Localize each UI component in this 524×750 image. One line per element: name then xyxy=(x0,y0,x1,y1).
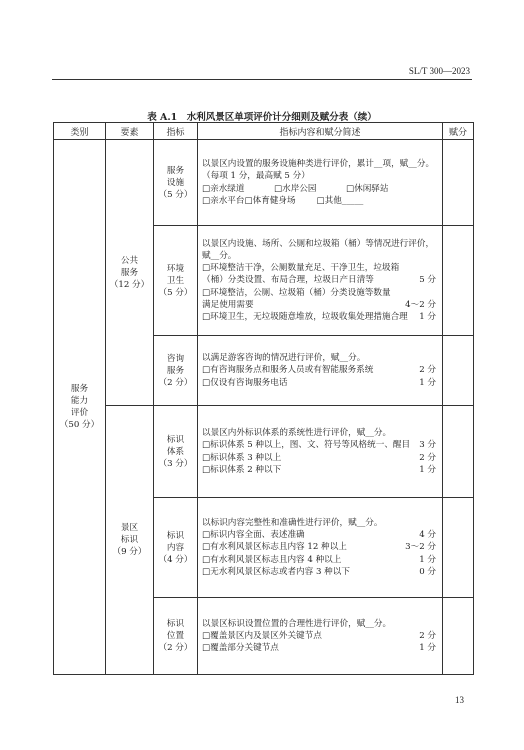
criteria-points: 1 分 xyxy=(419,377,436,388)
indicator-label: 咨询 服务 （2 分） xyxy=(158,353,193,388)
criteria-text: □环境卫生，无垃圾随意堆放，垃圾收集处理措施合理 xyxy=(202,312,408,322)
criteria-points: 1 分 xyxy=(419,312,436,322)
score-cell[interactable] xyxy=(443,498,474,598)
indicator-label: 标识 位置 （2 分） xyxy=(158,619,193,653)
content-intro: 以景区标识设置位置的合理性进行评价，赋__分。 xyxy=(202,618,392,629)
element-cell-public-service xyxy=(106,140,154,406)
scoring-table xyxy=(53,122,474,675)
content-intro: 以景区内设置的服务设施种类进行评价，累计__项，赋__分。（每项 1 分，最高赋 5 分） xyxy=(202,159,435,182)
page-number: 13 xyxy=(455,695,464,705)
content-cell xyxy=(198,598,443,675)
criteria-item xyxy=(202,566,436,578)
content-cell xyxy=(198,226,443,336)
option-item: □亲水绿道 xyxy=(202,183,245,194)
indicator-label: 标识 体系 （3 分） xyxy=(158,434,193,469)
table-row xyxy=(54,140,474,226)
criteria-points: 2 分 xyxy=(419,630,436,641)
score-cell[interactable] xyxy=(443,226,474,336)
criteria-item xyxy=(202,439,436,451)
criteria-item xyxy=(202,377,436,389)
score-cell[interactable] xyxy=(443,336,474,406)
criteria-list xyxy=(202,262,436,323)
header-indicator: 指标 xyxy=(154,123,198,140)
criteria-item xyxy=(202,642,436,654)
indicator-cell xyxy=(154,140,198,226)
criteria-points: 0 分 xyxy=(419,566,436,577)
category-cell xyxy=(54,140,106,675)
criteria-item xyxy=(202,541,436,553)
criteria-points: 5 分 xyxy=(419,275,436,286)
criteria-list xyxy=(202,439,436,476)
table-caption: 表 A.1 水利风景区单项评价计分细则及赋分表（续） xyxy=(147,112,377,123)
criteria-text: □有水利风景区标志且内容 12 种以上 xyxy=(202,542,347,553)
criteria-text: □标识体系 2 种以下 xyxy=(202,464,282,475)
criteria-text: □标识体系 5 种以上，图、文、符号等风格统一、醒目 xyxy=(202,440,411,451)
score-cell[interactable] xyxy=(443,406,474,498)
criteria-points: 4～2 分 xyxy=(405,299,436,310)
criteria-points: 3～2 分 xyxy=(405,542,436,553)
table-header-row xyxy=(54,123,474,140)
criteria-text: □有水利风景区标志且内容 4 种以上 xyxy=(202,554,342,565)
content-cell xyxy=(198,140,443,226)
criteria-points: 2 分 xyxy=(419,452,436,463)
indicator-cell xyxy=(154,226,198,336)
criteria-text: □环境整洁干净，公厕数量充足、干净卫生，垃圾箱（桶）分类设置、布局合理，垃圾日产日清等 xyxy=(202,263,400,286)
criteria-text: □覆盖景区内及景区外关键节点 xyxy=(202,630,322,641)
content-intro: 以景区内设施、场所、公厕和垃圾箱（桶）等情况进行评价，赋__分。 xyxy=(202,238,435,261)
element-label-public-service: 公共 服务 （12 分） xyxy=(109,255,150,290)
standard-code: SL/T 300—2023 xyxy=(408,66,470,76)
criteria-text: □仅设有咨询服务电话 xyxy=(202,377,288,388)
criteria-item xyxy=(202,364,436,376)
criteria-text: □标识内容全面、表述准确 xyxy=(202,530,305,541)
content-cell xyxy=(198,336,443,406)
criteria-item xyxy=(202,287,436,311)
criteria-text: □标识体系 3 种以上 xyxy=(202,452,282,463)
score-cell[interactable] xyxy=(443,598,474,675)
criteria-text: □有咨询服务点和服务人员或有智能服务系统 xyxy=(202,365,374,376)
header-content: 指标内容和赋分简述 xyxy=(198,123,443,140)
criteria-points: 3 分 xyxy=(419,440,436,451)
criteria-text: □无水利风景区标志或者内容 3 种以下 xyxy=(202,566,350,577)
criteria-points: 4 分 xyxy=(419,530,436,541)
facility-options xyxy=(202,183,436,207)
criteria-item xyxy=(202,311,436,323)
option-item: □其他_____ xyxy=(316,195,364,206)
header-category: 类别 xyxy=(54,123,106,140)
header-score: 赋分 xyxy=(443,123,474,140)
criteria-list xyxy=(202,529,436,578)
option-item: □水岸公园 xyxy=(274,183,317,194)
indicator-cell xyxy=(154,598,198,675)
indicator-label: 环境 卫生 （5 分） xyxy=(158,263,193,298)
criteria-item xyxy=(202,630,436,642)
table-row xyxy=(54,406,474,498)
criteria-list xyxy=(202,630,436,654)
indicator-label: 服务 设施 （5 分） xyxy=(158,165,193,200)
criteria-points: 1 分 xyxy=(419,554,436,565)
content-intro: 以满足游客咨询的情况进行评价，赋__分。 xyxy=(202,353,366,364)
content-cell xyxy=(198,498,443,598)
criteria-text: □环境整洁，公厕、垃圾箱（桶）分类设施等数量满足使用需要 xyxy=(202,287,391,310)
content-cell xyxy=(198,406,443,498)
indicator-cell xyxy=(154,498,198,598)
criteria-points: 1 分 xyxy=(419,643,436,654)
criteria-item xyxy=(202,262,436,286)
criteria-item xyxy=(202,529,436,541)
content-intro: 以景区内外标识体系的系统性进行评价，赋__分。 xyxy=(202,428,392,439)
header-element: 要素 xyxy=(106,123,154,140)
option-item: □体育健身场 xyxy=(244,195,296,206)
category-label: 服务 能力 评价 （50 分） xyxy=(59,384,100,430)
option-item: □亲水平台 xyxy=(202,195,245,206)
header-rule xyxy=(52,79,472,80)
indicator-cell xyxy=(154,336,198,406)
criteria-item xyxy=(202,452,436,464)
criteria-list xyxy=(202,364,436,388)
criteria-text: □覆盖部分关键节点 xyxy=(202,643,279,654)
option-item: □休闲驿站 xyxy=(346,183,389,194)
criteria-item xyxy=(202,464,436,476)
indicator-cell xyxy=(154,406,198,498)
element-label-signage: 景区 标识 （9 分） xyxy=(112,523,147,557)
content-intro: 以标识内容完整性和准确性进行评价，赋__分。 xyxy=(202,517,383,528)
criteria-item xyxy=(202,554,436,566)
score-cell[interactable] xyxy=(443,140,474,226)
element-cell-signage xyxy=(106,406,154,675)
criteria-points: 2 分 xyxy=(419,365,436,376)
criteria-points: 1 分 xyxy=(419,464,436,475)
indicator-label: 标识 内容 （4 分） xyxy=(158,530,193,565)
